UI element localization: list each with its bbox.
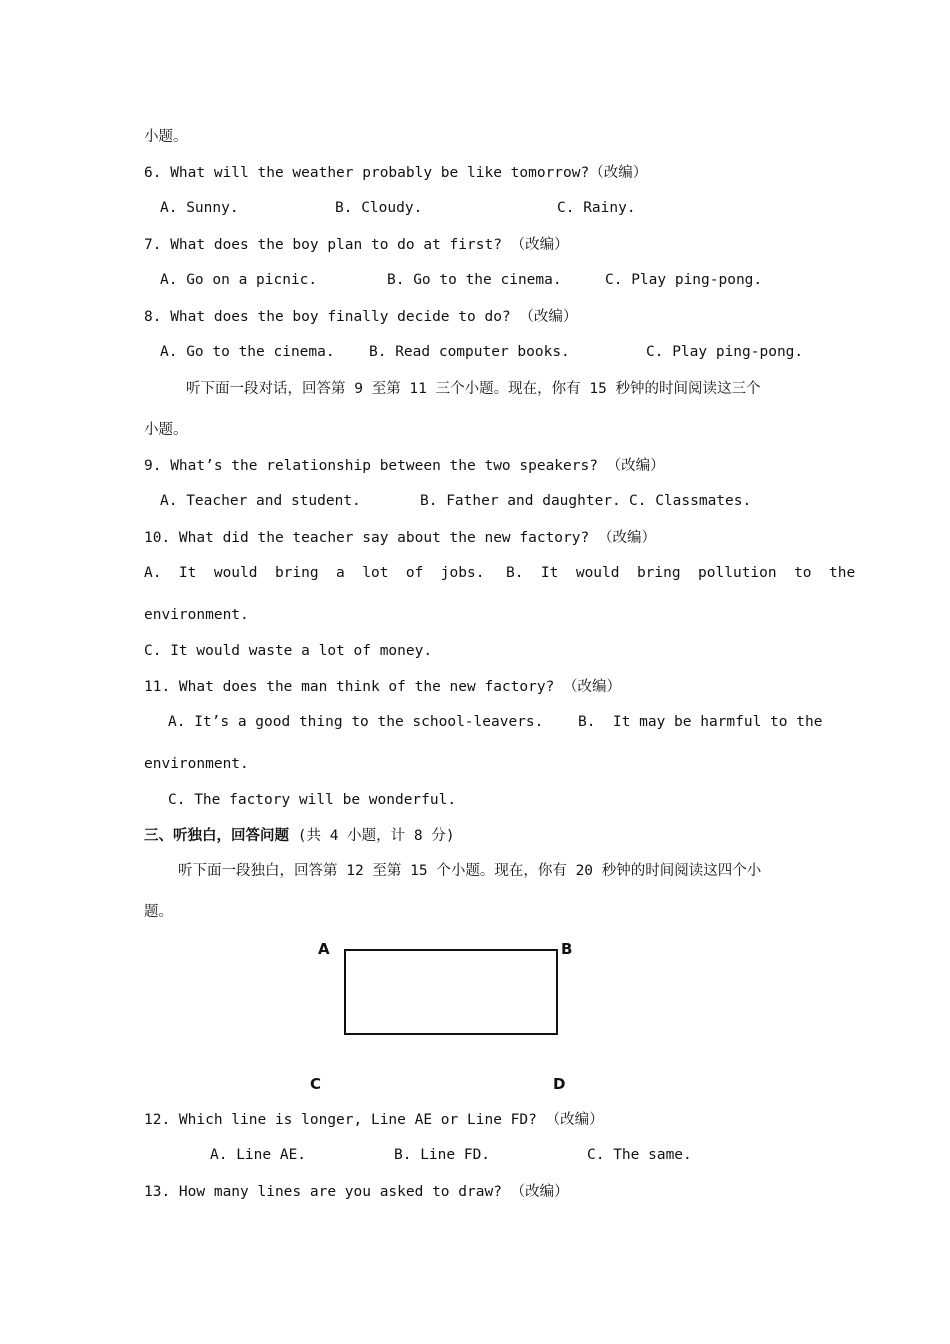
q7-option-c: C. Play ping-pong. [605,272,763,288]
q7-option-a: A. Go on a picnic. [160,272,318,288]
q12-option-c: C. The same. [587,1147,692,1163]
q10-option-b-cont: environment. [144,607,249,623]
continued-text: 小题。 [144,129,188,145]
rectangle-shape [344,949,558,1035]
q10-option-b: B. It would bring pollution to the [506,565,856,581]
question-8: 8. What does the boy finally decide to do? （改编） [144,309,578,325]
question-6: 6. What will the weather probably be like tomorrow?（改编） [144,165,648,181]
q11-option-a: A. It’s a good thing to the school-leavers. [168,714,544,730]
question-9: 9. What’s the relationship between the two speakers? （改编） [144,458,665,474]
q12-option-a: A. Line AE. [210,1147,307,1163]
q6-option-b: B. Cloudy. [335,200,423,216]
corner-label-c: C [310,1075,322,1093]
section-intro-dialogue: 听下面一段对话，回答第 9 至第 11 三个小题。现在，你有 15 秒钟的时间阅读这三个 [186,381,761,397]
q11-option-c: C. The factory will be wonderful. [168,792,457,808]
q10-option-a: A. It would bring a lot of jobs. [144,565,485,581]
question-11: 11. What does the man think of the new factory? （改编） [144,679,622,695]
q11-option-b-cont: environment. [144,756,249,772]
section-intro-monologue-cont: 题。 [144,904,173,920]
question-13: 13. How many lines are you asked to draw? （改编） [144,1184,569,1200]
corner-label-b: B [561,940,573,958]
section-3-note: (共 4 小题，计 8 分) [289,828,455,844]
section-3-heading [144,827,455,845]
q8-option-b: B. Read computer books. [369,344,570,360]
q6-option-c: C. Rainy. [557,200,636,216]
q8-option-a: A. Go to the cinema. [160,344,335,360]
question-12: 12. Which line is longer, Line AE or Line FD? （改编） [144,1112,604,1128]
corner-label-d: D [553,1075,566,1093]
q7-option-b: B. Go to the cinema. [387,272,562,288]
section-intro-dialogue-cont: 小题。 [144,422,188,438]
q12-option-b: B. Line FD. [394,1147,491,1163]
q9-option-a: A. Teacher and student. [160,493,361,509]
corner-label-a: A [318,940,330,958]
q9-option-b: B. Father and daughter. [420,493,621,509]
question-7: 7. What does the boy plan to do at first? （改编） [144,237,569,253]
q6-option-a: A. Sunny. [160,200,239,216]
q9-option-c: C. Classmates. [629,493,752,509]
q8-option-c: C. Play ping-pong. [646,344,804,360]
q11-option-b: B. It may be harmful to the [578,714,823,730]
question-10: 10. What did the teacher say about the new factory? （改编） [144,530,656,546]
q10-option-c: C. It would waste a lot of money. [144,643,433,659]
section-3-title: 三、听独白，回答问题 [144,828,289,844]
section-intro-monologue: 听下面一段独白，回答第 12 至第 15 个小题。现在，你有 20 秒钟的时间阅读这四个小 [178,863,762,879]
